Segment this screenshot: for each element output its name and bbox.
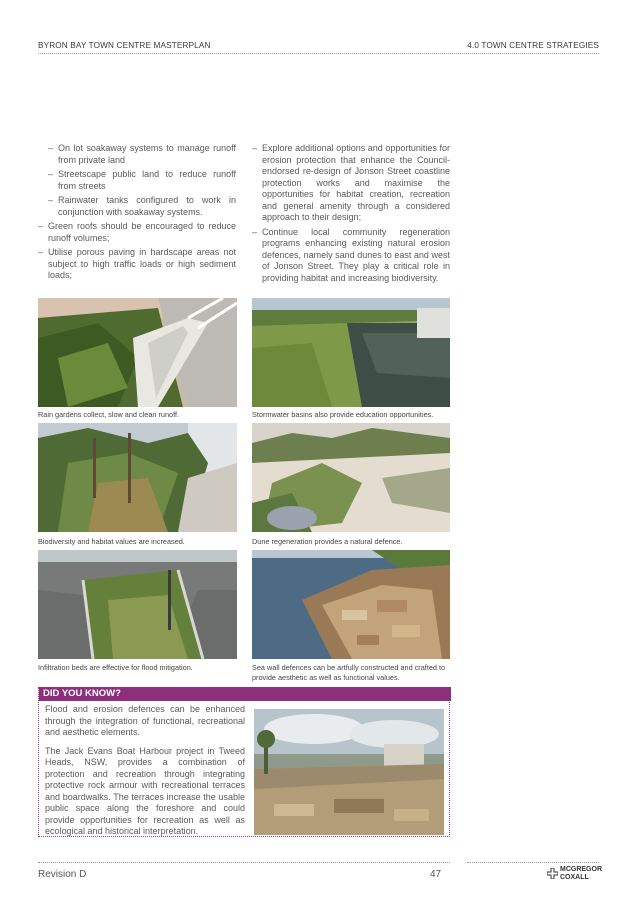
company-logo	[547, 866, 607, 882]
list-item: – On lot soakaway systems to manage runoff from private land	[48, 143, 236, 166]
footer-divider	[467, 862, 599, 863]
sea-wall-photo	[252, 550, 450, 659]
paragraph: The Jack Evans Boat Harbour project in Tweed Heads, NSW, provides a combination of protection and recreation through integrating protective rock armour with recreational terraces and boardwalks. The terraces increase the usable public space along the foreshore and could provide opportunities for recreation as well as ecological and historical interpretation.	[45, 745, 245, 836]
document-title: BYRON BAY TOWN CENTRE MASTERPLAN	[38, 41, 211, 50]
list-item: – Rainwater tanks configured to work in conjunction with soakaway systems.	[48, 195, 236, 218]
list-item: – Utilise porous paving in hardscape areas not subject to high traffic loads or high sediment loads;	[38, 247, 236, 282]
biodiversity-photo	[38, 423, 237, 532]
infiltration-bed-photo	[38, 550, 237, 659]
page-number: 47	[430, 869, 442, 880]
boat-harbour-photo	[254, 709, 444, 835]
list-item: – Explore additional options and opportunities for erosion protection that enhance the Council-endorsed re-design of Jonson Street coastline protection works and maximise the opportunities for habitat creation, recreation and general amenity through a considered approach to their design;	[252, 143, 450, 224]
logo-line: MCGREGOR	[560, 866, 602, 873]
sea-wall-caption: Sea wall defences can be artfully constructed and crafted to provide aesthetic as well as functional values.	[252, 663, 446, 682]
left-column	[38, 143, 236, 285]
stormwater-basin-photo	[252, 298, 450, 407]
photo-caption: Biodiversity and habitat values are increased.	[38, 537, 185, 546]
logo-text	[560, 866, 602, 881]
did-you-know-box	[38, 687, 450, 837]
cross-logo-icon	[547, 868, 558, 879]
right-column	[252, 143, 450, 287]
photo-caption: Stormwater basins also provide education opportunities.	[252, 410, 434, 419]
dune-photo	[252, 423, 450, 532]
photo-caption: Rain gardens collect, slow and clean runoff.	[38, 410, 180, 419]
paragraph: Flood and erosion defences can be enhanced through the integration of functional, recreational and aesthetic elements.	[45, 704, 245, 737]
footer-divider	[38, 862, 450, 863]
header-divider	[38, 53, 599, 54]
photo-caption: Dune regeneration provides a natural defence.	[252, 537, 403, 546]
did-you-know-title: DID YOU KNOW?	[43, 688, 121, 699]
logo-line: COXALL	[560, 873, 589, 881]
list-item: – Streetscape public land to reduce runoff from streets	[48, 169, 236, 192]
revision-label: Revision D	[38, 869, 87, 880]
photo-caption: Infiltration beds are effective for flood mitigation.	[38, 663, 193, 672]
list-item: – Green roofs should be encouraged to reduce runoff volumes;	[38, 221, 236, 244]
list-item: – Continue local community regeneration programs enhancing existing natural erosion defences, namely sand dunes to east and west of Jonson Street. They play a critical role in providing habitat and increasing biodiversity.	[252, 227, 450, 285]
did-you-know-text	[45, 704, 245, 845]
section-title: 4.0 TOWN CENTRE STRATEGIES	[467, 41, 599, 50]
did-you-know-header	[39, 687, 451, 701]
rain-garden-photo	[38, 298, 237, 407]
